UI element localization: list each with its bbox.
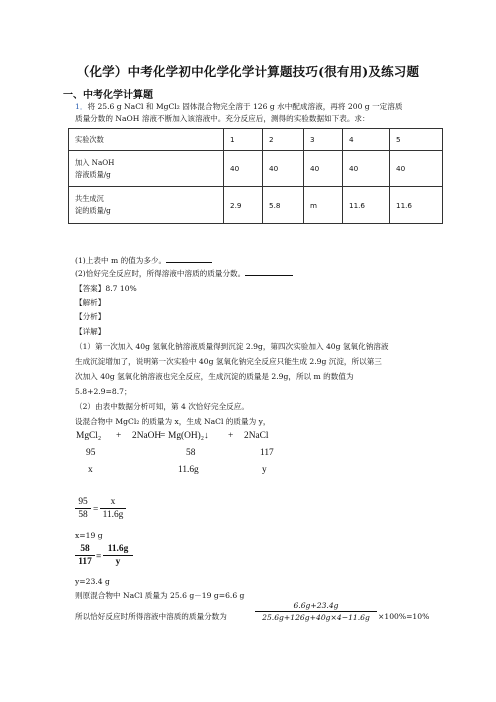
final-fraction xyxy=(255,601,377,622)
numerator: x xyxy=(110,497,116,507)
denominator: y xyxy=(115,557,121,567)
equals-sign: = xyxy=(93,505,99,515)
equation-mgoh2: Mg(OH)₂↓ xyxy=(168,431,209,441)
page-title: （化学）中考化学初中化学化学计算题技巧(很有用)及练习题 xyxy=(76,64,420,79)
sub-question-2 xyxy=(75,268,293,279)
answer-blank xyxy=(166,255,212,263)
equation-nacl: 2NaCl xyxy=(244,431,269,441)
table-cell: 1 xyxy=(224,129,263,151)
explanation-line: 5.8+2.9=8.7； xyxy=(75,387,132,396)
question-line-2: 质量分数的 NaOH 溶液不断加入该溶液中。充分反应后，测得的实验数据如下表。求： xyxy=(75,114,370,123)
equation-mgcl2: MgCl₂ xyxy=(76,431,102,441)
question-text-1: 将 25.6 g NaCl 和 MgCl₂ 固体混合物完全溶于 126 g 水中配成溶液，再将 200 g 一定溶质 xyxy=(87,102,403,111)
nacl-mass-line: 则原混合物中 NaCl 质量为 25.6 g－19 g=6.6 g xyxy=(75,591,245,600)
fraction-left xyxy=(75,497,91,520)
table-cell: 11.6 xyxy=(390,187,443,224)
explanation-line: （1）第一次加入 40g 氢氧化钠溶液质量得到沉淀 2.9g，第四次实验加入 40g 氢氧化钠溶液 xyxy=(75,342,389,351)
cell-line: 淀的质量/g xyxy=(75,206,111,215)
numerator: 95 xyxy=(78,497,88,507)
molar-mass-nacl: 117 xyxy=(260,448,274,458)
experiment-table xyxy=(68,128,443,224)
final-prefix: 所以恰好反应时所得溶液中溶质的质量分数为 xyxy=(75,612,227,621)
table-cell: 实验次数 xyxy=(69,129,224,151)
table-cell xyxy=(69,187,224,224)
sub-question-text: (1)上表中 m 的值为多少。 xyxy=(75,256,167,265)
table-cell: 40 xyxy=(343,151,390,187)
molar-mass-mgoh2: 58 xyxy=(186,448,196,458)
denominator: 58 xyxy=(78,510,88,520)
x-result: x=19 g xyxy=(75,531,103,540)
sub-question-text: (2)恰好完全反应时，所得溶液中溶质的质量分数。 xyxy=(75,269,246,278)
cell-line: 加入 NaOH xyxy=(75,157,115,167)
table-cell: 40 xyxy=(224,151,263,187)
section-heading: 一、中考化学计算题 xyxy=(63,90,153,101)
equals-sign: = xyxy=(96,552,102,562)
fenxi-label: 【分析】 xyxy=(75,312,106,321)
equation-plus: + xyxy=(116,431,122,441)
cell-line: 溶液质量/g xyxy=(75,169,111,179)
answer-line: 【答案】8.7 10% xyxy=(75,284,137,293)
table-cell: 40 xyxy=(263,151,304,187)
answer-blank xyxy=(245,268,293,276)
fraction-right xyxy=(103,544,133,567)
detail-label: 【详解】 xyxy=(75,327,106,336)
question-line-1 xyxy=(75,101,402,112)
table-cell: 5 xyxy=(390,129,443,151)
y-result: y=23.4 g xyxy=(75,577,110,586)
explanation-line: （2）由表中数据分析可知，第 4 次恰好完全反应。 xyxy=(75,402,249,411)
denominator: 117 xyxy=(78,557,92,567)
cell-line: 共生成沉 xyxy=(75,194,104,203)
denominator: 11.6g xyxy=(102,510,124,520)
fraction-right xyxy=(100,497,126,520)
explanation-line: 次加入 40g 氢氧化钠溶液也完全反应，生成沉淀的质量是 2.9g，所以 m 的数值为 xyxy=(75,372,354,381)
equation-equals: = xyxy=(160,431,166,441)
unknown-y: y xyxy=(262,465,267,475)
question-number: 1． xyxy=(75,102,88,111)
numerator: 11.6g xyxy=(107,544,129,554)
table-cell: 4 xyxy=(343,129,390,151)
table-row xyxy=(69,151,443,187)
table-row xyxy=(69,129,443,151)
equation-naoh: 2NaOH xyxy=(132,431,162,441)
final-result: ×100%=10% xyxy=(378,612,430,621)
table-cell: m xyxy=(304,187,343,224)
numerator: 6.6g+23.4g xyxy=(293,601,339,610)
unknown-x: x xyxy=(88,465,93,475)
table-cell: 2.9 xyxy=(224,187,263,224)
equation-plus: + xyxy=(228,431,234,441)
denominator: 25.6g+126g+40g×4−11.6g xyxy=(262,613,370,622)
explanation-line: 设混合物中 MgCl₂ 的质量为 x，生成 NaCl 的质量为 y， xyxy=(75,417,271,426)
table-cell xyxy=(69,151,224,187)
known-mass: 11.6g xyxy=(178,465,199,475)
table-row xyxy=(69,187,443,224)
table-cell: 3 xyxy=(304,129,343,151)
table-cell: 40 xyxy=(390,151,443,187)
table-cell: 11.6 xyxy=(343,187,390,224)
analysis-label: 【解析】 xyxy=(75,298,106,307)
explanation-line: 生成沉淀增加了，说明第一次实验中 40g 氢氧化钠完全反应只能生成 2.9g 沉淀，所以第三 xyxy=(75,357,382,366)
table-cell: 5.8 xyxy=(263,187,304,224)
sub-question-1 xyxy=(75,255,212,266)
molar-mass-mgcl2: 95 xyxy=(86,448,96,458)
fraction-left xyxy=(75,544,95,567)
numerator: 58 xyxy=(80,544,90,554)
table-cell: 2 xyxy=(263,129,304,151)
table-cell: 40 xyxy=(304,151,343,187)
